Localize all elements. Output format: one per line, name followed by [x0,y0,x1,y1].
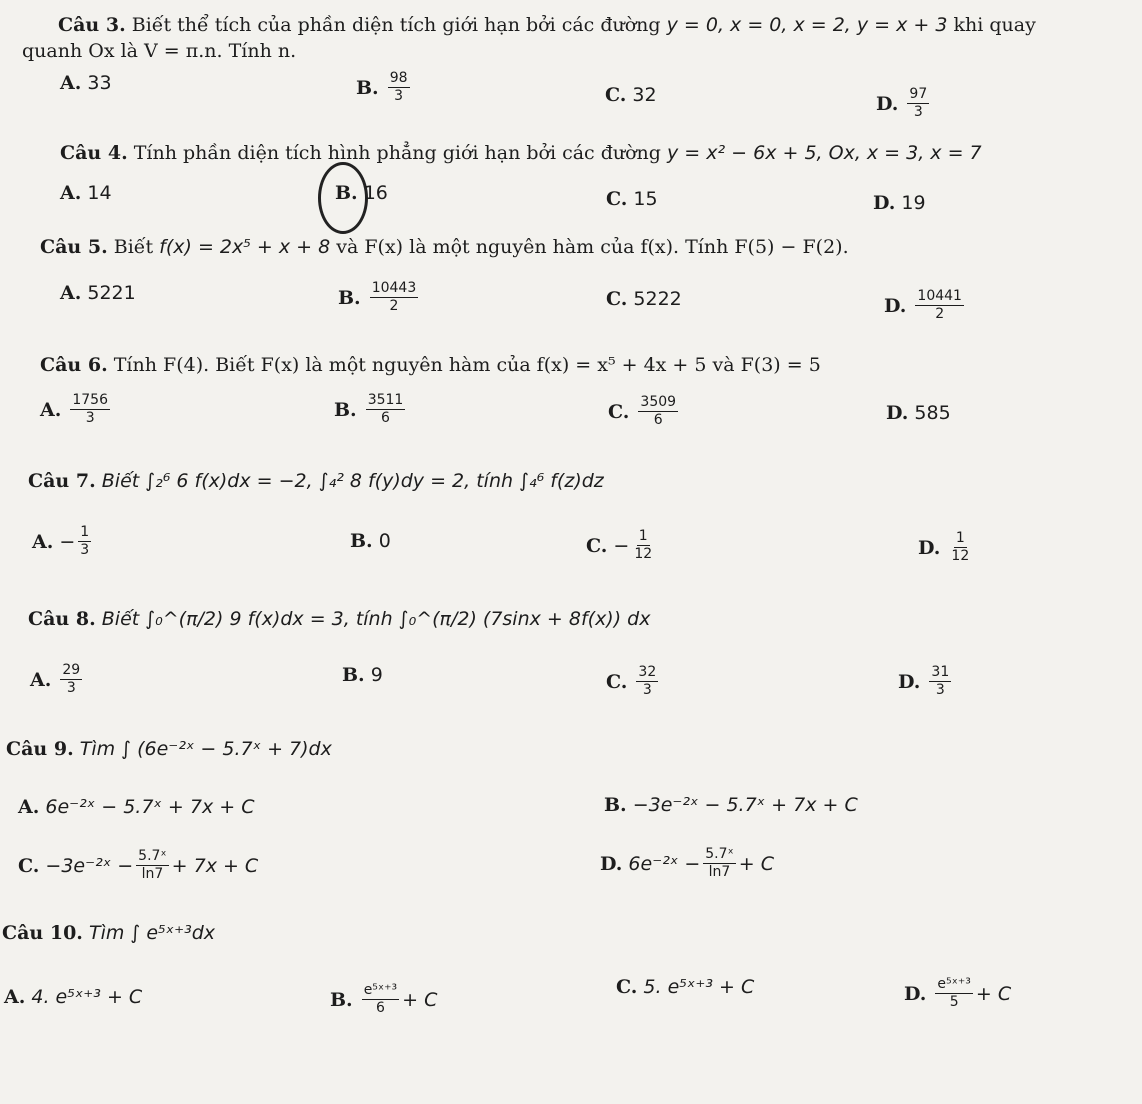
option-post: + C [402,988,438,1011]
q9-option-d[interactable] [600,846,774,881]
option-letter: A. [32,530,54,553]
q7-option-d[interactable] [918,530,974,565]
q8-option-b[interactable] [342,664,383,686]
option-value: 14 [87,182,112,204]
option-letter: B. [350,530,373,552]
option-letter: B. [330,988,353,1011]
option-letter: D. [884,294,907,317]
q9-line [6,738,332,760]
option-pre: 6e⁻²ˣ − [628,852,701,875]
q3-line1 [58,14,1036,36]
fraction [366,392,406,427]
numerator: 1756 [72,392,108,408]
q3-option-c[interactable] [605,84,657,106]
q7-option-c[interactable] [586,528,657,563]
q9-option-c[interactable] [18,848,258,883]
numerator: 31 [931,664,950,680]
q7-option-b[interactable] [350,530,391,552]
denominator: 12 [634,546,653,562]
q8-option-a[interactable] [30,662,85,697]
denominator: 2 [935,306,945,322]
option-letter: C. [606,188,628,210]
option-letter: D. [898,670,921,693]
q10-option-d[interactable] [904,976,1011,1011]
q8-text: Biết ∫₀^(π/2) 9 f(x)dx = 3, tính ∫₀^(π/2) (7sinx + 8f(x)) dx [101,608,651,630]
numerator: 10443 [371,280,417,296]
q5-label: Câu 5. [40,236,108,258]
denominator: 3 [80,542,90,558]
option-letter: D. [886,402,909,424]
denominator: 3 [66,680,76,696]
denominator: ln7 [708,864,731,880]
fraction [388,70,410,105]
option-letter: A. [4,986,26,1008]
q6-option-d[interactable] [886,402,951,424]
denominator: 6 [375,1000,385,1016]
numerator: e⁵ˣ⁺³ [363,982,398,998]
option-letter: D. [876,92,899,115]
q3-line2-text: quanh Ox là V = π.n. Tính n. [22,40,297,62]
fraction [915,288,964,323]
denominator: 6 [381,410,390,426]
option-letter: C. [605,84,627,106]
q5-text1: Biết [113,236,154,258]
q6-option-a[interactable] [40,392,113,427]
denominator: 3 [394,88,404,104]
option-value: 4. e⁵ˣ⁺³ + C [31,986,143,1008]
numerator: 1 [638,528,648,544]
denominator: 3 [913,104,923,120]
denominator: 3 [85,410,95,426]
option-value: 33 [87,72,112,94]
fraction [78,524,91,559]
q7-text: Biết ∫₂⁶ 6 f(x)dx = −2, ∫₄² 8 f(y)dy = 2, tính ∫₄⁶ f(z)dz [101,470,604,492]
q10-line [2,922,215,944]
option-value: 585 [914,402,951,424]
numerator: 1 [80,524,90,540]
q6-text: Tính F(4). Biết F(x) là một nguyên hàm của f(x) = x⁵ + 4x + 5 và F(3) = 5 [113,354,821,376]
q5-option-a[interactable] [60,282,136,304]
option-letter: A. [60,182,82,204]
q10-label: Câu 10. [2,922,83,944]
fraction [638,394,678,429]
q10-option-c[interactable] [616,976,754,998]
option-letter: A. [30,668,52,691]
option-post: + C [975,982,1012,1005]
q4-line [60,142,982,164]
numerator: 3509 [640,394,677,410]
q4-text: Tính phần diện tích hình phẳng giới hạn bởi các đường [133,142,661,164]
option-letter: C. [616,976,638,998]
numerator: 5.7ˣ [705,846,734,862]
fraction [70,392,110,427]
option-value: 32 [632,84,657,106]
q10-text: Tìm ∫ e⁵ˣ⁺³dx [88,922,216,944]
q5-text2: và F(x) là một nguyên hàm của f(x). Tính F(5) − F(2). [336,236,849,258]
option-letter: B. [335,182,358,204]
fraction [632,528,654,563]
q9-text: Tìm ∫ (6e⁻²ˣ − 5.7ˣ + 7)dx [79,738,332,760]
option-letter: D. [904,982,927,1005]
option-post: + C [738,852,774,875]
option-letter: B. [604,794,627,816]
q10-option-a[interactable] [4,986,142,1008]
q7-line [28,470,604,492]
option-value: 5221 [87,282,136,304]
q3-option-a[interactable] [60,72,112,94]
q6-label: Câu 6. [40,354,108,376]
fraction [907,86,929,121]
denominator: 12 [951,548,970,564]
option-value: 5. e⁵ˣ⁺³ + C [643,976,755,998]
option-letter: B. [338,286,361,309]
q9-option-a[interactable] [18,796,254,818]
q5-option-c[interactable] [606,288,682,310]
q6-option-b[interactable] [334,392,408,427]
q3-option-d[interactable] [876,86,932,121]
q8-option-d[interactable] [898,664,954,699]
option-letter: C. [18,854,40,877]
q3-label: Câu 3. [58,14,126,36]
numerator: 32 [638,664,657,680]
numerator: 5.7ˣ [138,848,167,864]
option-value: 6e⁻²ˣ − 5.7ˣ + 7x + C [45,796,255,818]
option-letter: A. [18,796,40,818]
numerator: e⁵ˣ⁺³ [937,976,971,992]
denominator: 3 [935,682,945,698]
q5-line [40,236,849,258]
minus-sign: − [613,534,630,557]
q3-math: y = 0, x = 0, x = 2, y = x + 3 [666,14,948,36]
option-letter: B. [334,398,357,421]
q9-option-b[interactable] [604,794,858,816]
q5-math: f(x) = 2x⁵ + x + 8 [159,236,331,258]
option-post: + 7x + C [171,854,259,877]
option-value: −3e⁻²ˣ − 5.7ˣ + 7x + C [632,794,858,816]
fraction [935,976,972,1011]
denominator: ln7 [141,866,164,882]
option-letter: C. [586,534,608,557]
fraction [60,662,82,697]
option-value: 0 [378,530,391,552]
option-letter: A. [40,398,62,421]
fraction [636,664,658,699]
fraction [703,846,735,881]
option-letter: C. [606,670,628,693]
numerator: 29 [62,662,81,678]
option-value: 19 [901,192,926,214]
option-letter: A. [60,72,82,94]
q7-label: Câu 7. [28,470,96,492]
option-letter: D. [600,852,623,875]
fraction [949,530,971,565]
minus-sign: − [59,530,76,553]
q4-option-c[interactable] [606,188,658,210]
q8-line [28,608,650,630]
option-letter: C. [606,288,628,310]
q3-line2 [22,40,296,62]
denominator: 2 [389,298,399,314]
numerator: 97 [909,86,928,102]
q4-option-b[interactable] [335,182,388,204]
q6-line [40,354,821,376]
q5-option-b[interactable] [338,280,421,315]
numerator: 1 [955,530,965,546]
numerator: 10441 [917,288,962,304]
option-pre: −3e⁻²ˣ − [45,854,134,877]
q7-option-a[interactable] [32,524,94,559]
option-letter: A. [60,282,82,304]
option-letter: B. [342,664,365,686]
q4-label: Câu 4. [60,142,128,164]
q6-option-c[interactable] [608,394,681,429]
option-value: 15 [633,188,658,210]
q4-option-d[interactable] [873,192,926,214]
fraction [136,848,168,883]
option-value: 16 [363,182,388,204]
q3-option-b[interactable] [356,70,413,105]
option-letter: D. [918,536,941,559]
q10-option-b[interactable] [330,982,437,1017]
q9-label: Câu 9. [6,738,74,760]
numerator: 3511 [367,392,404,408]
fraction [362,982,399,1017]
q3-text: Biết thể tích của phần diện tích giới hạn bởi các đường [131,14,661,36]
option-letter: C. [608,400,630,423]
numerator: 98 [389,70,408,86]
option-letter: D. [873,192,896,214]
fraction [370,280,419,315]
q3-suffix: khi quay [953,14,1036,36]
denominator: 3 [642,682,652,698]
denominator: 5 [949,994,959,1010]
q4-option-a[interactable] [60,182,112,204]
q5-option-d[interactable] [884,288,967,323]
fraction [929,664,951,699]
q4-math: y = x² − 6x + 5, Ox, x = 3, x = 7 [667,142,982,164]
option-value: 5222 [633,288,682,310]
q8-label: Câu 8. [28,608,96,630]
option-letter: B. [356,76,379,99]
option-value: 9 [370,664,383,686]
q8-option-c[interactable] [606,664,661,699]
denominator: 6 [653,412,663,428]
